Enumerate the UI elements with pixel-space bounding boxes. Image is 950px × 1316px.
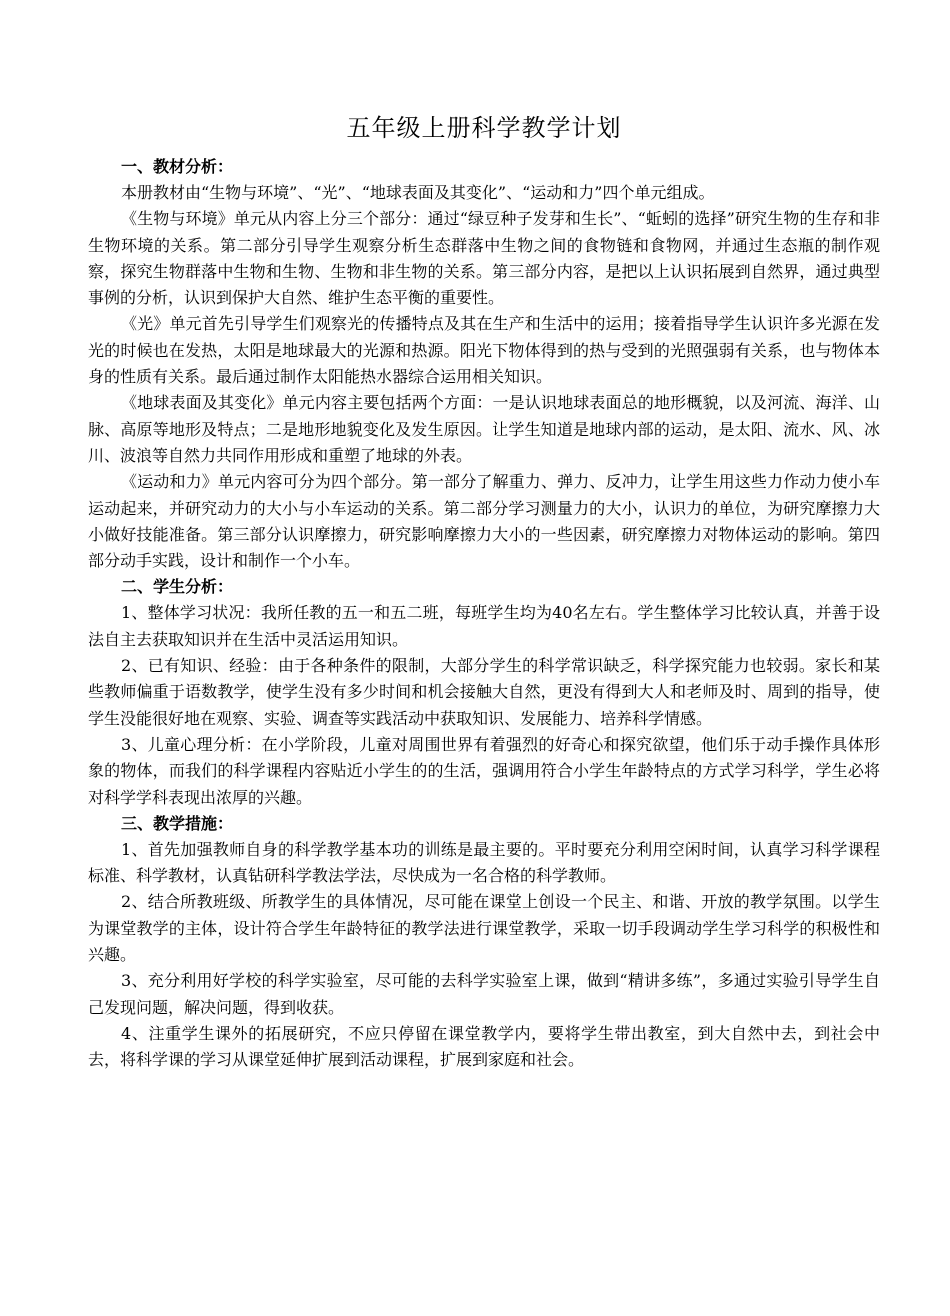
paragraph: 1、整体学习状况：我所任教的五一和五二班，每班学生均为40名左右。学生整体学习比较认真，并善于设法自主去获取知识并在生活中灵活运用知识。 <box>88 603 880 649</box>
paragraph: 2、结合所教班级、所教学生的具体情况，尽可能在课堂上创设一个民主、和谐、开放的教学氛围。以学生为课堂教学的主体，设计符合学生年龄特征的教学法进行课堂教学，采取一切手段调动学生学习科学的积极性和兴趣。 <box>88 892 880 965</box>
section-heading: 二、学生分析： <box>121 577 234 597</box>
paragraph: 《光》单元首先引导学生们观察光的传播特点及其在生产和生活中的运用；接着指导学生认识许多光源在发光的时候也在发热，太阳是地球最大的光源和热源。阳光下物体得到的热与受到的光照强弱有关系，也与物体本身的性质有关系。最后通过制作太阳能热水器综合运用相关知识。 <box>88 314 880 387</box>
paragraph: 《生物与环境》单元从内容上分三个部分：通过“绿豆种子发芽和生长”、“蚯蚓的选择”研究生物的生存和非生物环境的关系。第二部分引导学生观察分析生态群落中生物之间的食物链和食物网，并通过生态瓶的制作观察，探究生物群落中生物和生物、生物和非生物的关系。第三部分内容，是把以上认识拓展到自然界，通过典型事例的分析，认识到保护大自然、维护生态平衡的重要性。 <box>88 209 880 308</box>
section-heading: 一、教材分析： <box>121 157 234 176</box>
document-page <box>88 108 880 1074</box>
paragraph: 本册教材由“生物与环境”、“光”、“地球表面及其变化”、“运动和力”四个单元组成。 <box>121 183 715 202</box>
paragraph: 《地球表面及其变化》单元内容主要包括两个方面：一是认识地球表面总的地形概貌，以及河流、海洋、山脉、高原等地形及特点；二是地形地貌变化及发生原因。让学生知道是地球内部的运动，是太阳、流水、风、冰川、波浪等自然力共同作用形成和重塑了地球的外表。 <box>88 393 880 465</box>
paragraph: 3、儿童心理分析：在小学阶段，儿童对周围世界有着强烈的好奇心和探究欲望，他们乐于动手操作具体形象的物体，而我们的科学课程内容贴近小学生的的生活，强调用符合小学生年龄特点的方式学习科学，学生必将对科学学科表现出浓厚的兴趣。 <box>88 734 880 807</box>
paragraph: 《运动和力》单元内容可分为四个部分。第一部分了解重力、弹力、反冲力，让学生用这些力作动力使小车运动起来，并研究动力的大小与小车运动的关系。第二部分学习测量力的大小，认识力的单位，为研究摩擦力大小做好技能准备。第三部分认识摩擦力，研究影响摩擦力大小的一些因素，研究摩擦力对物体运动的影响。第四部分动手实践，设计和制作一个小车。 <box>88 472 880 571</box>
paragraph: 4、注重学生课外的拓展研究，不应只停留在课堂教学内，要将学生带出教室，到大自然中去，到社会中去，将科学课的学习从课堂延伸扩展到活动课程，扩展到家庭和社会。 <box>88 1023 880 1070</box>
section-student-analysis <box>88 574 880 810</box>
paragraph: 1、首先加强教师自身的科学教学基本功的训练是最主要的。平时要充分利用空闲时间，认真学习科学课程标准、科学教材，认真钻研科学教法学法，尽快成为一名合格的科学教师。 <box>88 839 880 886</box>
page-title: 五年级上册科学教学计划 <box>346 114 622 142</box>
paragraph: 2、已有知识、经验：由于各种条件的限制，大部分学生的科学常识缺乏，科学探究能力也较弱。家长和某些教师偏重于语数教学，使学生没有多少时间和机会接触大自然，更没有得到大人和老师及时、周到的指导，使学生没能很好地在观察、实验、调查等实践活动中获取知识、发展能力、培养科学情感。 <box>88 656 880 728</box>
paragraph: 3、充分利用好学校的科学实验室，尽可能的去科学实验室上课，做到“精讲多练”，多通过实验引导学生自己发现问题，解决问题，得到收获。 <box>88 971 880 1017</box>
section-textbook-analysis <box>88 154 880 574</box>
section-teaching-measures <box>88 811 880 1074</box>
section-heading: 三、教学措施： <box>121 813 234 833</box>
